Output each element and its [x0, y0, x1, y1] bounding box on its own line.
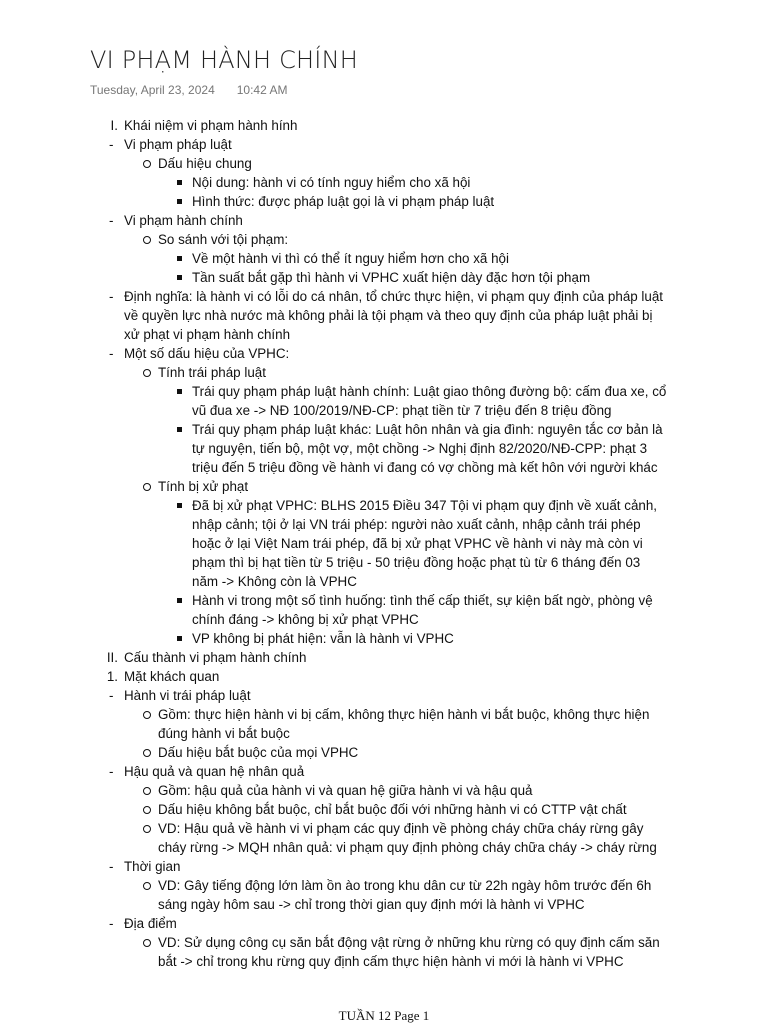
square-bullet-icon: [177, 389, 182, 394]
list-number: II.: [106, 650, 118, 665]
outline-text: năm -> Không còn là VPHC: [192, 574, 357, 589]
circle-bullet-icon: [143, 160, 151, 168]
outline-text: Một số dấu hiệu của VPHC:: [124, 346, 290, 361]
outline-text: Trái quy phạm pháp luật khác: Luật hôn nhân và gia đình: nguyên tắc cơ bản là: [192, 422, 663, 437]
outline-text: triệu đến 5 triệu đồng về hành vi đang có vợ chồng mà kết hôn với người khác: [192, 460, 658, 475]
outline-text: VD: Gây tiếng động lớn làm ồn ào trong khu dân cư từ 22h ngày hôm trước đến 6h: [158, 878, 652, 893]
outline-text: Gồm: hậu quả của hành vi và quan hệ giữa hành vi và hậu quả: [158, 783, 533, 798]
page-time: 10:42 AM: [236, 83, 288, 97]
circle-bullet-icon: [143, 711, 151, 719]
dash-bullet-icon: -: [109, 213, 114, 228]
outline-text: Trái quy phạm pháp luật hành chính: Luật giao thông đường bộ: cấm đua xe, cổ: [192, 384, 667, 399]
dash-bullet-icon: -: [109, 764, 114, 779]
circle-bullet-icon: [143, 787, 151, 795]
outline-text: đúng hành vi bắt buộc: [158, 726, 290, 741]
square-bullet-icon: [177, 636, 182, 641]
circle-bullet-icon: [143, 806, 151, 814]
outline-text: nhập cảnh; tội ở lại VN trái phép: người nào xuất cảnh, nhập cảnh trái phép: [192, 517, 641, 532]
dash-bullet-icon: -: [109, 859, 114, 874]
outline-text: phạm thì bị hạt tiền từ 5 triệu - 50 triệu đồng hoặc phạt tù từ 6 tháng đến 03: [192, 555, 641, 570]
dash-bullet-icon: -: [109, 289, 114, 304]
page-date: Tuesday, April 23, 2024: [90, 83, 215, 97]
outline-text: vũ đua xe -> NĐ 100/2019/NĐ-CP: phạt tiền từ 7 triệu đến 8 triệu đồng: [192, 403, 612, 418]
outline-text: So sánh với tội phạm:: [158, 232, 289, 247]
outline-text: Định nghĩa: là hành vi có lỗi do cá nhân, tổ chức thực hiện, vi phạm quy định của pháp luật: [124, 289, 664, 304]
outline-text: Dấu hiệu bắt buộc của mọi VPHC: [158, 745, 359, 760]
outline-text: Tính bị xử phạt: [158, 479, 249, 494]
circle-bullet-icon: [143, 882, 151, 890]
outline-text: tự nguyện, tiến bộ, một vợ, một chồng -> Nghị định 82/2020/NĐ-CPP: phạt 3: [192, 441, 648, 456]
dash-bullet-icon: -: [109, 346, 114, 361]
outline-text: Tính trái pháp luật: [158, 365, 266, 380]
outline-text: cháy rừng -> MQH nhân quả: vi phạm quy định phòng cháy chữa cháy -> cháy rừng: [158, 840, 657, 855]
outline-text: VP không bị phát hiện: vẫn là hành vi VPHC: [192, 631, 454, 646]
outline-text: về quyền lực nhà nước mà không phải là tội phạm và theo quy định của pháp luật phải bị: [124, 308, 653, 323]
square-bullet-icon: [177, 598, 182, 603]
outline-text: Đã bị xử phạt VPHC: BLHS 2015 Điều 347 Tội vi phạm quy định về xuất cảnh,: [192, 498, 658, 513]
outline-text: Hành vi trong một số tình huống: tình thế cấp thiết, sự kiện bất ngờ, phòng vệ: [192, 593, 653, 608]
outline-text: Hành vi trái pháp luật: [124, 688, 251, 703]
outline-text: Về một hành vi thì có thể ít nguy hiểm hơn cho xã hội: [192, 251, 509, 266]
outline-text: Vi phạm pháp luật: [124, 137, 232, 152]
outline-text: chính đáng -> không bị xử phạt VPHC: [192, 612, 419, 627]
outline-text: Mặt khách quan: [124, 669, 220, 684]
outline-text: Cấu thành vi phạm hành chính: [124, 650, 307, 665]
outline-text: hoặc ở lại Việt Nam trái phép, đã bị xử phạt VPHC về hành vi này mà còn vi: [192, 536, 643, 551]
page-title: VI PHẠM HÀNH CHÍNH: [90, 46, 358, 74]
outline-text: VD: Sử dụng công cụ săn bắt động vật rừng ở những khu rừng có quy định cấm săn: [158, 935, 660, 950]
circle-bullet-icon: [143, 236, 151, 244]
circle-bullet-icon: [143, 749, 151, 757]
square-bullet-icon: [177, 427, 182, 432]
dash-bullet-icon: -: [109, 916, 114, 931]
page-footer: TUẦN 12 Page 1: [338, 1008, 430, 1023]
circle-bullet-icon: [143, 825, 151, 833]
outline-text: sáng ngày hôm sau -> chỉ trong thời gian quy định mới là hành vi VPHC: [158, 897, 585, 912]
outline-text: Hình thức: được pháp luật gọi là vi phạm pháp luật: [192, 194, 495, 209]
page-meta: [90, 83, 287, 97]
outline-text: VD: Hậu quả về hành vi vi phạm các quy định về phòng cháy chữa cháy rừng gây: [158, 821, 644, 836]
outline-text: xử phạt vi phạm hành chính: [124, 327, 291, 342]
square-bullet-icon: [177, 503, 182, 508]
outline-text: Gồm: thực hiện hành vi bị cấm, không thực hiện hành vi bắt buộc, không thực hiện: [158, 707, 650, 722]
outline-text: Vi phạm hành chính: [124, 213, 243, 228]
outline-text: Khái niệm vi phạm hành hính: [124, 118, 298, 133]
square-bullet-icon: [177, 275, 182, 280]
dash-bullet-icon: -: [109, 688, 114, 703]
square-bullet-icon: [177, 180, 182, 185]
square-bullet-icon: [177, 256, 182, 261]
outline-text: Dấu hiệu không bắt buộc, chỉ bắt buộc đối với những hành vi có CTTP vật chất: [158, 802, 627, 817]
outline-text: Tần suất bắt gặp thì hành vi VPHC xuất hiện dày đặc hơn tội phạm: [192, 270, 591, 285]
circle-bullet-icon: [143, 369, 151, 377]
list-number: I.: [110, 118, 118, 133]
outline-text: Hậu quả và quan hệ nhân quả: [124, 764, 305, 779]
outline-text: bắt -> chỉ trong khu rừng quy định cấm thực hiện hành vi mới là hành vi VPHC: [158, 954, 624, 969]
circle-bullet-icon: [143, 483, 151, 491]
dash-bullet-icon: -: [109, 137, 114, 152]
list-number: 1.: [106, 669, 118, 684]
outline-text: Địa điểm: [124, 916, 177, 931]
outline-text: Dấu hiệu chung: [158, 156, 252, 171]
outline-text: Nội dung: hành vi có tính nguy hiểm cho xã hội: [192, 175, 471, 190]
outline-text: Thời gian: [124, 859, 181, 874]
square-bullet-icon: [177, 199, 182, 204]
circle-bullet-icon: [143, 939, 151, 947]
